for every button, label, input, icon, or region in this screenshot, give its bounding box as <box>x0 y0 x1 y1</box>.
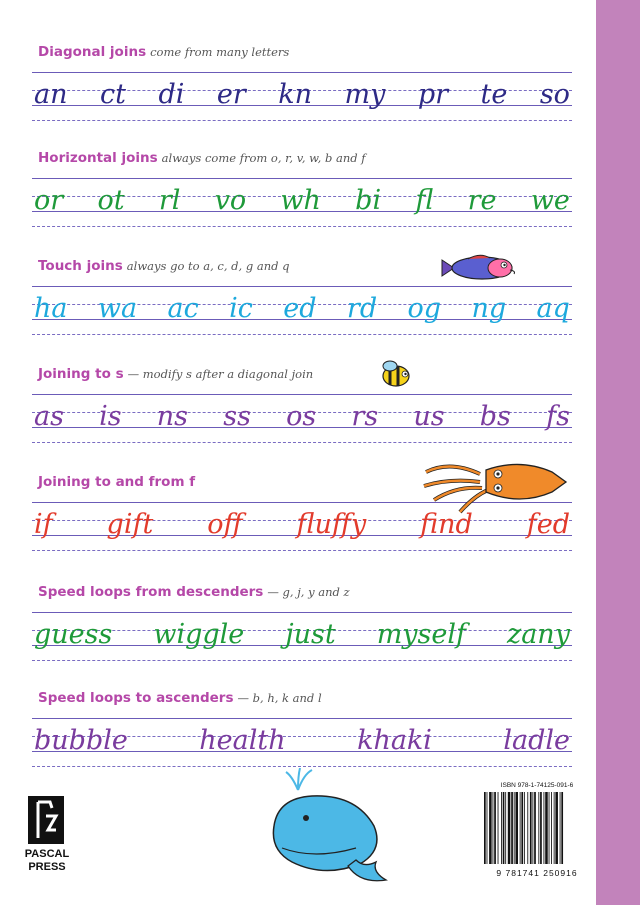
barcode-bar <box>534 792 536 864</box>
example-words <box>32 80 572 110</box>
section-title: Touch joins <box>38 258 123 274</box>
example-word: ladle <box>503 725 570 756</box>
example-word: us <box>413 401 445 432</box>
example-words <box>32 402 572 432</box>
section-title: Joining to and from f <box>38 474 196 490</box>
section-note: — g, j, y and z <box>267 585 350 599</box>
example-word: rl <box>158 185 181 216</box>
section-heading <box>38 366 313 382</box>
section-heading <box>38 150 366 166</box>
example-word: my <box>344 79 386 110</box>
publisher-logo-mark <box>28 796 64 844</box>
whale-illustration <box>264 768 394 898</box>
example-word: er <box>216 79 246 110</box>
section-title: Speed loops to ascenders <box>38 690 234 706</box>
section-heading <box>38 44 289 60</box>
example-word: fluffy <box>296 509 367 540</box>
example-word: ss <box>223 401 251 432</box>
barcode-bar <box>505 792 506 864</box>
guide-line <box>32 718 572 719</box>
barcode-bar <box>561 792 563 864</box>
publisher-line2: PRESS <box>28 861 66 873</box>
example-word: os <box>286 401 317 432</box>
example-word: te <box>480 79 508 110</box>
example-word: as <box>34 401 64 432</box>
example-word: wa <box>97 293 138 324</box>
barcode-bar <box>524 792 525 864</box>
example-word: find <box>420 509 473 540</box>
example-word: ot <box>97 185 125 216</box>
example-word: re <box>467 185 497 216</box>
ruled-lines <box>32 66 572 126</box>
guide-line <box>32 72 572 73</box>
guide-line <box>32 394 572 395</box>
ruled-lines <box>32 280 572 340</box>
example-word: kn <box>278 79 312 110</box>
barcode-bar <box>530 792 532 864</box>
barcode-bar <box>520 792 521 864</box>
example-word: fs <box>546 401 570 432</box>
example-word: off <box>207 509 243 540</box>
example-words <box>32 620 572 650</box>
example-word: if <box>34 509 53 540</box>
example-words <box>32 294 572 324</box>
example-word: di <box>158 79 185 110</box>
fish-illustration <box>440 254 520 282</box>
barcode-bar <box>538 792 539 864</box>
example-word: og <box>407 293 442 324</box>
guide-line <box>32 286 572 287</box>
ruled-lines <box>32 388 572 448</box>
ruled-lines <box>32 712 572 772</box>
barcode-bar <box>498 792 499 864</box>
example-word: myself <box>376 619 467 650</box>
barcode-bar <box>508 792 511 864</box>
barcode-bar <box>527 792 528 864</box>
guide-line <box>32 226 572 227</box>
example-word: bi <box>355 185 382 216</box>
example-word: guess <box>34 619 113 650</box>
example-word: ha <box>34 293 68 324</box>
example-word: fl <box>415 185 434 216</box>
example-word: we <box>530 185 570 216</box>
example-word: ac <box>167 293 199 324</box>
barcode-bar <box>521 792 523 864</box>
barcode-bar <box>489 792 492 864</box>
ruled-lines <box>32 606 572 666</box>
guide-line <box>32 550 572 551</box>
guide-line <box>32 334 572 335</box>
barcode-number: 9 781741 250916 <box>496 868 578 878</box>
example-word: or <box>34 185 64 216</box>
accent-strip <box>596 0 640 905</box>
squid-illustration <box>420 452 570 518</box>
example-word: ng <box>471 293 507 324</box>
barcode-bar <box>511 792 513 864</box>
barcode-bar <box>555 792 558 864</box>
barcode-bar <box>514 792 515 864</box>
example-word: wh <box>280 185 321 216</box>
example-word: is <box>99 401 122 432</box>
barcode-bar <box>540 792 542 864</box>
barcode-block <box>482 782 592 878</box>
example-words <box>32 726 572 756</box>
example-words <box>32 186 572 216</box>
example-word: vo <box>214 185 247 216</box>
example-word: bs <box>479 401 511 432</box>
barcode-bar <box>549 792 550 864</box>
example-word: gift <box>106 509 154 540</box>
barcode-bar <box>487 792 488 864</box>
example-word: khaki <box>357 725 432 756</box>
example-word: rd <box>346 293 378 324</box>
example-word: health <box>199 725 286 756</box>
barcode-bar <box>560 792 561 864</box>
barcode-bar <box>515 792 518 864</box>
example-word: ed <box>283 293 317 324</box>
guide-line <box>32 178 572 179</box>
section-title: Diagonal joins <box>38 44 147 60</box>
example-word: bubble <box>34 725 128 756</box>
bee-illustration <box>378 360 414 388</box>
example-word: ic <box>229 293 253 324</box>
barcode-bar <box>493 792 494 864</box>
barcode-image <box>482 792 592 864</box>
section-note: always come from o, r, v, w, b and f <box>161 151 366 165</box>
barcode-bar <box>494 792 496 864</box>
section-heading <box>38 584 350 600</box>
barcode-bar <box>551 792 552 864</box>
publisher-line1: PASCAL <box>24 848 70 860</box>
example-word: fed <box>526 509 570 540</box>
section-title: Speed loops from descenders <box>38 584 264 600</box>
example-word: ns <box>156 401 189 432</box>
publisher-logo <box>28 796 64 844</box>
section-note: — modify s after a diagonal join <box>127 367 314 381</box>
barcode-bar <box>532 792 533 864</box>
example-word: zany <box>506 619 570 650</box>
example-word: ct <box>99 79 126 110</box>
section-note: come from many letters <box>150 45 290 59</box>
example-word: wiggle <box>153 619 245 650</box>
guide-line <box>32 766 572 767</box>
section-title: Joining to s <box>38 366 124 382</box>
section-title: Horizontal joins <box>38 150 158 166</box>
isbn-text: ISBN 978-1-74125-091-6 <box>500 782 574 789</box>
example-word: an <box>34 79 68 110</box>
section-heading <box>38 258 289 274</box>
guide-line <box>32 120 572 121</box>
barcode-bar <box>545 792 548 864</box>
section-note: always go to a, c, d, g and q <box>126 259 290 273</box>
barcode-bar <box>501 792 502 864</box>
section-heading <box>38 474 195 490</box>
example-word: aq <box>536 293 570 324</box>
section-heading <box>38 690 322 706</box>
guide-line <box>32 660 572 661</box>
example-word: rs <box>351 401 379 432</box>
barcode-bar <box>503 792 505 864</box>
example-word: so <box>539 79 570 110</box>
barcode-bar <box>544 792 545 864</box>
guide-line <box>32 612 572 613</box>
publisher-name <box>22 848 72 874</box>
guide-line <box>32 442 572 443</box>
barcode-bar <box>554 792 555 864</box>
example-word: just <box>285 619 336 650</box>
section-note: — b, h, k and l <box>237 691 322 705</box>
barcode-bar <box>484 792 486 864</box>
example-word: pr <box>417 79 449 110</box>
ruled-lines <box>32 172 572 232</box>
